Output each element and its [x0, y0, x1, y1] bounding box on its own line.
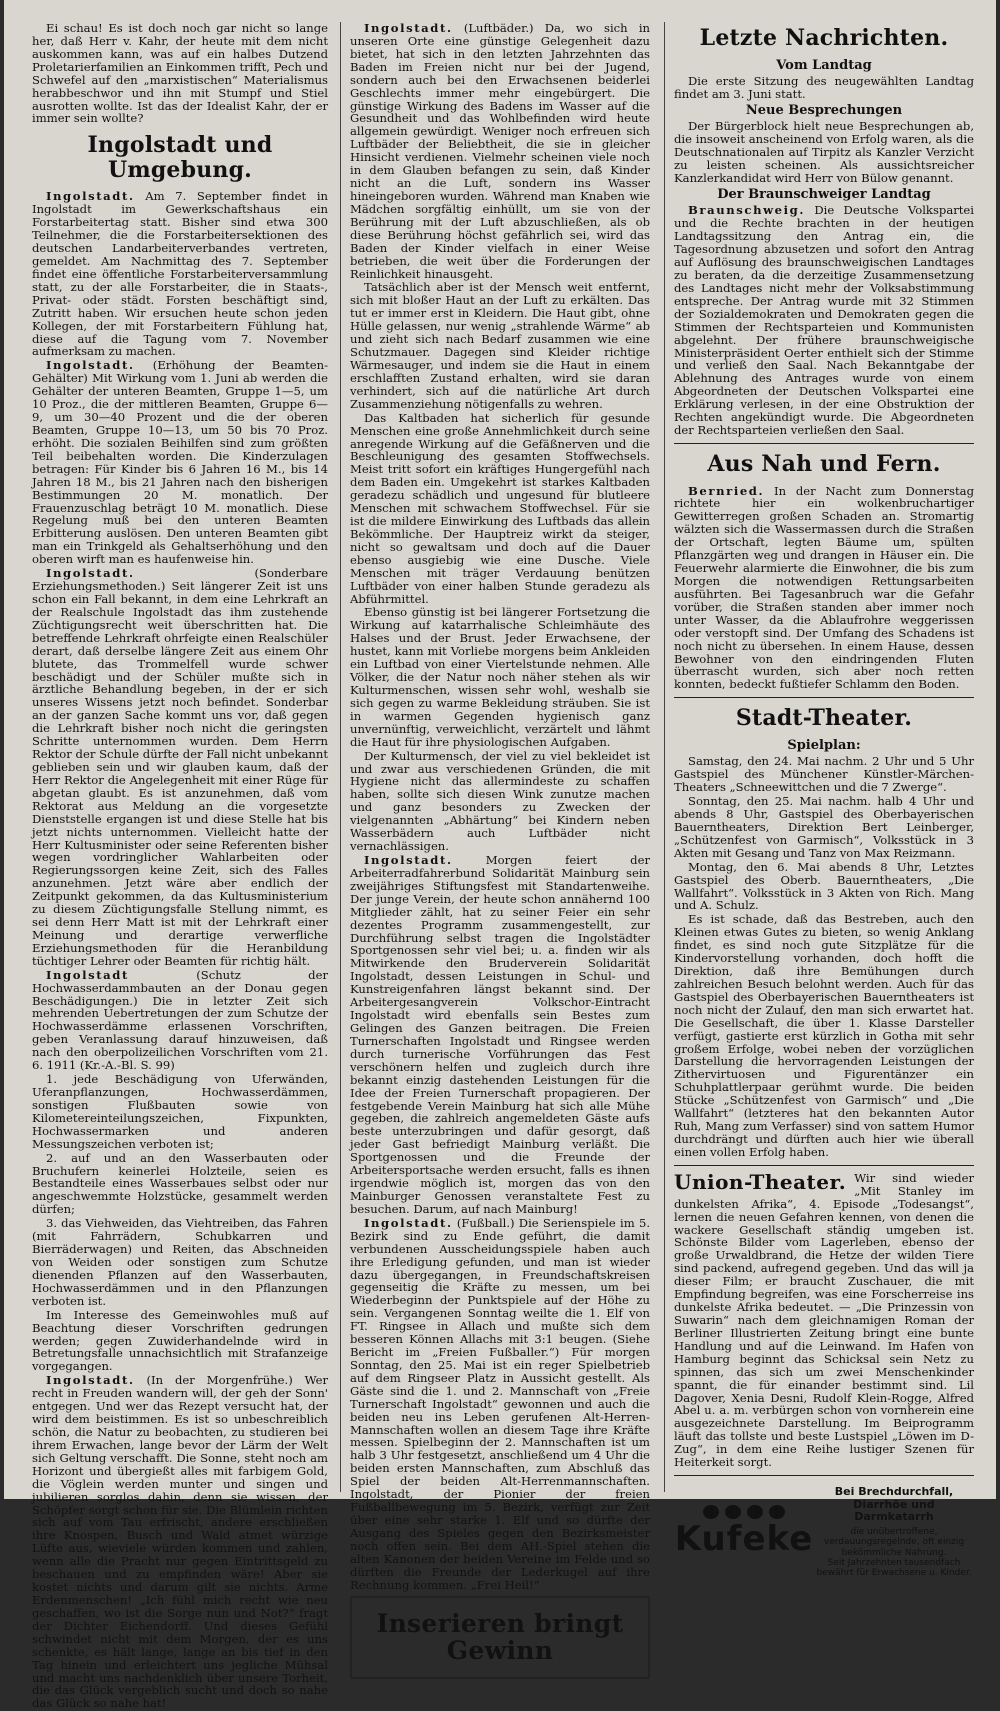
kufeke-advertisement	[674, 1486, 974, 1579]
article-text: (Schutz der Hochwasserdammbauten an der Donau gegen Beschädigungen.) Die in letzter Zeit sich mehrenden Uebertretungen der zum Schutze der Hochwasserdämme erlassenen Vorschriften, geben Veranlassung darauf hinzuweisen, daß nach den oberpolizeilichen Vorschriften vom 21. 6. 1911 (Kr.-A.-Bl. S. 99)	[32, 967, 328, 1073]
article-paragraph	[674, 485, 974, 692]
article-paragraph	[350, 1217, 650, 1592]
article-paragraph: Tatsächlich aber ist der Mensch weit entfernt, sich mit bloßer Haut an der Luft zu erkälten. Das tut er immer erst in Kleidern. Die Haut gibt, ohne Hülle gelassen, nur wenig „strahlende Wärme“ ab und zieht sich nach Bedarf zusammen wie eine Schutzmauer. Dagegen sind Kleider richtige Wärmesauger, und indem sie die Haut in einem erschlafften Zustand erhalten, wird sie daran verhindert, sich auf die natürliche Art durch Zusammenziehung nötigenfalls zu wehren.	[350, 280, 650, 411]
program-item: Montag, den 6. Mai abends 8 Uhr, Letztes Gastspiel des Oberb. Bauerntheaters, „Die Wallfahrt“. Volksstück in 3 Akten von Rich. Mang und A. Schulz.	[674, 859, 974, 913]
article-paragraph	[32, 969, 328, 1072]
kufeke-logo	[674, 1505, 814, 1559]
kufeke-tagline: Bei Brechdurchfall, Diarrhöe und Darmkatarrh	[834, 1485, 954, 1524]
subsection-title: Vom Landtag	[776, 57, 872, 73]
article-text: Am 7. September findet in Ingolstadt im Gewerkschaftshaus ein Forstarbeitertag statt. Bisher sind etwa 300 Teilnehmer, die die Forstarbeitersektionen des deutschen Landarbeiterverbandes vertreten, gemeldet. Am Nachmittag des 7. September findet eine öffentliche Forstarbeiterversammlung statt, zu der alle Forstarbeiter, die in Staats-, Privat- oder städt. Forsten beschäftigt sind, Zutritt haben. Wir ersuchen heute schon jeden Kollegen, der mit Forstarbeitern Fühlung hat, diese auf die Tagung vom 7. November aufmerksam zu machen.	[32, 189, 328, 359]
column-middle	[350, 22, 650, 1683]
article-text: In der Nacht zum Donnerstag richtete hier ein wolkenbruchartiger Gewitterregen großen Schaden an. Stromartig wälzten sich die Wassermassen durch die Straßen der Ortschaft, legten Bäume um, spülten Pflanzgärten weg und drangen in Häuser ein. Die Feuerwehr alarmierte die Einwohner, die bis zum Morgen die notwendigen Rettungsarbeiten ausführten. Bei Tagesanbruch war die Gefahr vorüber, die Straßen standen aber immer noch unter Wasser, da die Ablaufrohre weggerissen oder verstopft sind. Der Umfang des Schadens ist noch nicht zu übersehen. In einem Hause, dessen Bewohner von den eindringenden Fluten überrascht wurden, sich aber noch retten konnten, bedeckt fußtiefer Schlamm den Boden.	[674, 483, 974, 692]
article-text: Wir sind wieder „Mit Stanley im dunkelsten Afrika“, 4. Episode „Todesangst“, lernen die neuen Gefahren kennen, von denen die wackere Gesellschaft ständig umgeben ist. Schönste Bilder vom Lagerleben, ebenso der große Urwaldbrand, die Hetze der wilden Tiere sind packend, aufregend gegeben. Und das will ja dieser Film; er braucht Zuschauer, die mit Empfindung begreifen, was eine Forscherreise ins dunkelste Afrika bedeutet. — „Die Prinzessin von Suwarin“ nach dem gleichnamigen Roman der Berliner Illustrierten Zeitung bringt eine bunte Handlung und auf die Leinwand. Im Hafen von Hamburg beginnt das Schicksal sein Netz zu spinnen, das sich um zwei Menschenkinder spannt, die für einander bestimmt sind. Lil Dagover, Xenia Desni, Rudolf Klein-Rogge, Alfred Abel u. a. m. verbürgen schon von vornherein eine ausgezeichnete Darstellung. Im Beiprogramm läuft das tollste und beste Lustspiel „Löwen im D-Zug“, in dem eine Reihe lustiger Szenen für Heiterkeit sorgt.	[674, 1170, 974, 1470]
article-text: Morgen feiert der Arbeiterradfahrerbund Solidarität Mainburg sein zweijähriges Stiftungsfest mit Standartenweihe. Der junge Verein, der heute schon annähernd 100 Mitglieder zählt, hat zu seiner Feier ein sehr dezentes Programm zusammengestellt, zur Durchführung selbst tragen die Ingolstädter Sportgenossen sehr viel bei; u. a. finden wir als Mitwirkende den Bruderverein Solidarität Ingolstadt, dessen Leistungen in Schul- und Kunstreigenfahren längst bekannt sind. Der Arbeitergesangverein Volkschor-Eintracht Ingolstadt wird ebenfalls sein Bestes zum Gelingen des Ganzen beitragen. Die Freien Turnerschaften Ingolstadt und Ringsee werden durch turnerische Vorführungen das Fest verschönern helfen und zugleich durch ihre bekannt einzig dastehenden Leistungen für die Idee der Freien Turnerschaft propagieren. Der festgebende Verein Mainburg hat sich alle Mühe gegeben, die zahlreich angemeldeten Gäste aufs beste unterzubringen und dafür gesorgt, daß jeder Gast befriedigt Mainburg verläßt. Die Sportgenossen und die Freunde der Arbeitersportsache werden ersucht, falls es ihnen irgendwie möglich ist, morgen das von den Mainburger Genossen veranstaltete Fest zu besuchen. Darum, auf nach Mainburg!	[350, 853, 650, 1216]
section-rule	[674, 443, 974, 444]
section-rule	[674, 1165, 974, 1166]
regulation-item: 3. das Viehweiden, das Viehtreiben, das Fahren (mit Fahrrädern, Schubkarren und Bierräderwagen) und Reiten, das Abschneiden von Weiden oder sonstigen zum Schutze dienenden Pflanzen auf den Wasserbauten, Hochwasserdämmen und in den Pflanzungen verboten ist.	[32, 1216, 328, 1308]
dateline: Ingolstadt.	[46, 189, 135, 204]
article-paragraph: Das Kaltbaden hat sicherlich für gesunde Menschen eine große Annehmlichkeit durch seine anregende Wirkung auf die Gefäßnerven und die Beschleunigung des gesamten Stoffwechsels. Meist tritt sofort ein kräftiges Hungergefühl nach dem Baden ein. Umgekehrt ist starkes Kaltbaden geradezu schädlich und ungesund für blutleere Menschen mit schwachem Stoffwechsel. Für sie ist die mildere Einwirkung des Luftbads das allein Bekömmliche. Der Hauptreiz wirkt da steiger, nicht so gewaltsam und doch auf die Dauer ebenso ausgiebig wie eine Dusche. Viele Menschen mit träger Verdauung benützen Luftbäder von einer halben Stunde geradezu als Abführmittel.	[350, 410, 650, 606]
article-paragraph: Im Interesse des Gemeinwohles muß auf Beachtung dieser Vorschriften gedrungen werden; gegen Zuwiderhandelnde wird in Betretungsfalle unnachsichtlich mit Strafanzeige vorgegangen.	[32, 1307, 328, 1374]
subsection-title: Spielplan:	[787, 737, 861, 753]
article-paragraph: Der Bürgerblock hielt neue Besprechungen ab, die insoweit anscheinend von Erfolg waren, als die Deutschnationalen auf Tirpitz als Kanzler Verzicht zu leisten scheinen. Als aussichtsreicher Kanzlerkandidat wird Herr von Bülow genannt.	[674, 119, 974, 186]
article-text: (Erhöhung der Beamten-Gehälter) Mit Wirkung vom 1. Juni ab werden die Gehälter der unteren Beamten, Gruppe 1—5, um 10 Proz., die der mittleren Beamten, Gruppe 6—9, um 30—40 Prozent und die der oberen Beamten, Gruppe 10—13, um 50 bis 70 Proz. erhöht. Die sozialen Beihilfen sind zum größten Teil beibehalten worden. Die Kinderzulagen betragen: Für Kinder bis 6 Jahren 16 M., bis 14 Jahren 18 M., bis 21 Jahren nach den bisherigen Bestimmungen 20 M. monatlich. Der Frauenzuschlag beträgt 10 M. monatlich. Diese Regelung muß bei den unteren Beamten Erbitterung auslösen. Den unteren Beamten gibt man ein Trinkgeld als Gehaltserhöhung und den oberen wirft man es haufenweise hin.	[32, 358, 329, 567]
article-paragraph: Der Kulturmensch, der viel zu viel bekleidet ist und zwar aus verschiedenen Gründen, die mit Hygiene nicht das allermindeste zu schaffen haben, sollte sich diesen Wink zunutze machen und ganz besonders zu Zwecken der vielgenannten „Abhärtung“ bei Kindern neben Wasserbädern auch Luftbäder nicht vernachlässigen.	[350, 748, 650, 854]
dateline: Ingolstadt.	[364, 21, 453, 35]
article-paragraph	[32, 1374, 328, 1710]
article-paragraph	[350, 22, 650, 280]
column-divider	[664, 22, 665, 1492]
dateline: Ingolstadt.	[46, 358, 135, 373]
article-paragraph	[674, 204, 974, 437]
section-heading: Stadt-Theater.	[735, 705, 913, 732]
column-right	[674, 22, 974, 1579]
article-paragraph	[674, 1169, 974, 1470]
article-text: (Luftbäder.) Da, wo sich in unseren Orte eine günstige Gelegenheit dazu bietet, hat sich in den letzten Jahrzehnten das Baden im Freien nicht nur bei der Jugend, sondern auch bei den Erwachsenen beiderlei Geschlechts immer mehr eingebürgert. Die günstige Wirkung des Badens im Wasser auf die Gesundheit und das Wohlbefinden wird heute allgemein gewürdigt. Weniger noch erfreuen sich Luftbäder der Beliebtheit, die sie in gleicher Hinsicht verdienen. Vielmehr scheinen viele noch in dem Glauben befangen zu sein, daß Kinder nicht an die Luft, sondern ins Wasser hineingeboren wurden. Während man Knaben wie Mädchen sorgfältig einhüllt, um sie von der Berührung mit der Luft abzuschließen, als ob diese Berührung höchst gefährlich sei, wird das Baden der Kinder vielfach in einer Weise betrieben, die weit über die Forderungen der Reinlichkeit hinausgeht.	[350, 21, 650, 281]
article-paragraph	[350, 854, 650, 1216]
subsection-title: Neue Besprechungen	[745, 102, 903, 118]
section-heading: Letzte Nachrichten.	[699, 25, 949, 51]
regulation-item: 1. jede Beschädigung von Uferwänden, Uferanpflanzungen, Hochwasserdämmen, sonstigen Flußbauten sowie von Kilometereinteilungszeichen, Fixpunkten, Hochwassermarken und anderen Messungszeichen verboten ist;	[32, 1072, 328, 1151]
section-rule	[674, 697, 974, 698]
advertisement-box	[350, 1596, 650, 1680]
dateline: Ingolstadt.	[46, 1373, 135, 1388]
article-text: (Sonderbare Erziehungsmethoden.) Seit längerer Zeit ist uns schon ein Fall bekannt, in dem eine Lehrkraft an der Realschule Ingolstadt das ihm zustehende Züchtigungsrecht weit überschritten hat. Die betreffende Lehrkraft ohrfeigte einen Realschüler derart, daß derselbe längere Zeit aus einem Ohr blutete, das Trommelfell wurde schwer beschädigt und der Schüler mußte sich in ärztliche Behandlung begeben, in der er sich unseres Wissens jetzt noch befindet. Sonderbar an der ganzen Sache kommt uns vor, daß gegen die Lehrkraft bisher noch nicht die geringsten Schritte unternommen wurden. Dem Herrn Rektor der Schule dürfte der Fall nicht unbekannt geblieben sein und wir glauben kaum, daß der Herr Rektor die Angelegenheit mit einer Rüge für abgetan glaubt. Es ist anzunehmen, daß vom Rektorat aus Meldung an die vorgesetzte Dienststelle ergangen ist und diese Stelle hat bis jetzt nichts unternommen. Vielleicht hatte der Herr Kultusminister oder seine Referenten bisher wegen vordringlicher Wahlarbeiten oder Regierungssorgen keine Zeit, sich des Falles anzunehmen. Jetzt wäre aber endlich der Zeitpunkt gekommen, da das Kultusministerium zu diesem Züchtigungsfalle Stellung nimmt, es sei denn Herr Matt ist mit der Lehrkraft einer Meinung und derartige verwerfliche Erziehungsmethoden für die Heranbildung tüchtiger Lehrer oder Beamten für richtig hält.	[32, 566, 328, 968]
article-paragraph: Ebenso günstig ist bei längerer Fortsetzung die Wirkung auf katarrhalische Schleimhäute des Halses und der Brust. Jeder Erwachsene, der hustet, kann mit Vorliebe morgens beim Ankleiden ein Luftbad von einer Viertelstunde nehmen. Alle Völker, die der Natur noch näher stehen als wir Kulturmenschen, wissen sehr wohl, weshalb sie sich gegen zu warme Bekleidung sträuben. Sie ist in warmen Gegenden hygienisch ganz unvernünftig, verweichlicht, verzärtelt und lähmt die Haut für ihre physiologischen Aufgaben.	[350, 605, 650, 749]
dateline: Ingolstadt.	[364, 1215, 453, 1230]
kufeke-text: die unübertroffene, verdauungsregelnde, oft einzig bekömmliche Nahrung.	[823, 1526, 965, 1558]
section-heading: Ingolstadt und Umgebung.	[87, 132, 273, 183]
article-paragraph	[32, 359, 328, 566]
article-text: (Fußball.) Die Serienspiele im 5. Bezirk sind zu Ende geführt, die damit verbundenen Ausscheidungsspiele haben auch ihre Erledigung gefunden, und man ist wieder dazu übergegangen, in Freundschaftskreisen gegenseitig die Kräfte zu messen, um bei Wiederbeginn der Punktspiele auf der Höhe zu sein. Vergangenen Sonntag weilte die 1. Elf von FT. Ringsee in Allach und mußte sich dem besseren Können Allachs mit 3:1 beugen. (Siehe Bericht im „Freien Fußballer.“) Für morgen Sonntag, den 25. Mai ist ein reger Spielbetrieb auf dem Ringseer Platz in Aussicht gestellt. Als Gäste sind die 1. und 2. Mannschaft von „Freie Turnerschaft Ingolstadt“ gewonnen und auch die beiden neu ins Leben gerufenen Alt-Herren-Mannschaften wollen an diesem Tage ihre Kräfte messen. Spielbeginn der 2. Mannschaften ist um halb 3 Uhr festgesetzt, anschließend um 4 Uhr die beiden ersten Mannschaften, zum Abschluß das Spiel der beiden Alt-Herrenmannschaften. Ingolstadt, der Pionier der freien Fußballbewegung im 5. Bezirk, verfügt zur Zeit über eine sehr starke 1. Elf und so dürfte der Ausgang des Spieles gegen den Bezirksmeister noch offen sein. Bei dem AH.-Spiel stehen die alten Kanonen der beiden Vereine im Felde und so dürften die Freunde der Lederkugel auf ihre Rechnung kommen. „Frei Heil!“	[350, 1215, 650, 1592]
union-theater-title: Union-Theater.	[674, 1169, 847, 1194]
kufeke-copy	[814, 1486, 974, 1579]
dots-ornament-icon	[674, 1505, 814, 1519]
intro-paragraph: Ei schau! Es ist doch noch gar nicht so lange her, daß Herr v. Kahr, der heute mit dem nicht auskommen kann, was auf ein halbes Dutzend Proletarierfamilien an Einkommen trifft, Pech und Schwefel auf den „marxistischen“ Materialismus herabbeschwor und ihn mit Stumpf und Stiel ausrotten wollte. Ist das der Idealist Kahr, der er immer sein wollte?	[32, 21, 328, 126]
article-paragraph: Die erste Sitzung des neugewählten Landtag findet am 3. Juni statt.	[674, 74, 974, 101]
dateline: Ingolstadt.	[46, 566, 135, 581]
article-paragraph: Es ist schade, daß das Bestreben, auch den Kleinen etwas Gutes zu bieten, so wenig Anklang findet, es sind noch gute Sitzplätze für die Kindervorstellung vorhanden, doch hofft die Direktion, daß ihre Bemühungen durch zahlreichen Besuch belohnt werden. Auch für das Gastspiel des Oberbayerischen Bauerntheaters ist noch nicht der Zulauf, den man sich erwartet hat. Die Gesellschaft, die über 1. Klasse Darsteller verfügt, gastierte erst kürzlich in Gotha mit sehr großem Erfolge, wobei neben der vorzüglichen Darstellung die hervorragenden Leistungen der Zithervirtuosen und Figurentänzer ein Schuhplattlerpaar gerühmt wurde. Die beiden Stücke „Schützenfest von Garmisch“ und „Die Wallfahrt“ (letzteres hat den bekannten Autor Ruh, Mang zum Verfasser) sind von sattem Humor durchdrängt und dürften auch hier wie überall einen vollen Erfolg haben.	[674, 912, 974, 1159]
advertisement-slogan: Inserieren bringt Gewinn	[376, 1608, 624, 1666]
section-heading: Aus Nah und Fern.	[707, 451, 941, 478]
column-divider	[340, 22, 341, 1492]
newspaper-page	[4, 0, 996, 1711]
article-paragraph	[32, 190, 328, 358]
article-paragraph	[32, 567, 328, 968]
dateline: Ingolstadt	[46, 967, 129, 982]
dateline: Bernried.	[688, 483, 765, 498]
dateline: Braunschweig.	[688, 203, 805, 218]
article-text: Die Deutsche Volkspartei und die Rechte brachten in der heutigen Landtagssitzung den Antrag ein, die Tagesordnung abzusetzen und sofort den Antrag auf Auflösung des braunschweigischen Landtages zu beraten, da die derzeitige Zusammensetzung des Landtages nicht mehr der Volksabstimmung entspreche. Der Antrag wurde mit 32 Stimmen der Sozialdemokraten und Demokraten gegen die Stimmen der Rechtsparteien und Kommunisten abgelehnt. Der frühere braunschweigische Ministerpräsident Oerter enthielt sich der Stimme und verließ den Saal. Nach Bekanntgabe der Ablehnung des Antrages wurde von einem Abgeordneten der Deutschen Volkspartei eine Erklärung verlesen, in der eine Obstruktion der Rechten angekündigt wurde. Die Abgeordneten der Rechtsparteien verließen den Saal.	[674, 203, 974, 438]
column-left	[32, 22, 328, 1711]
regulation-item: 2. auf und an den Wasserbauten oder Bruchufern keinerlei Holzteile, seien es Bestandteile eines Wasserbaues selbst oder nur angeschwemmte Holzstücke, gesammelt werden dürfen;	[32, 1150, 328, 1217]
dateline: Ingolstadt.	[364, 853, 453, 867]
subsection-title: Der Braunschweiger Landtag	[717, 186, 931, 202]
kufeke-brand: Kufeke	[674, 1519, 814, 1560]
kufeke-text: Seit Jahrzehnten tausendfach bewährt für Erwachsene u. Kinder.	[816, 1558, 972, 1579]
program-item: Sonntag, den 25. Mai nachm. halb 4 Uhr und abends 8 Uhr, Gastspiel des Oberbayerischen Bauerntheaters, Direktion Bert Leinberger, „Schützenfest von Garmisch“, Volksstück in 3 Akten mit Gesang und Tanz von Max Reizmann.	[674, 794, 974, 860]
article-text: (In der Morgenfrühe.) Wer recht in Freuden wandern will, der geh der Sonn' entgegen. Und wer das Rezept versucht hat, der wird dem beistimmen. Es ist so unbeschreiblich schön, die Natur zu beobachten, zu studieren bei ihrem Erwachen, lange bevor der Lärm der Welt sich Geltung verschafft. Die Sonne, steht noch am Horizont und übergießt alles mit farbigem Gold, die Vöglein werden munter und singen und jubilieren sorglos dahin, denn sie wissen, der Schöpfer sorgt schon für sie. Die Blümlein richten sich auf vom Tau erfrischt, andere erschließen ihre Knospen, Busch und Wald atmet würzige Lüfte aus, wieviele würden kommen und zahlen, wenn alle die Pracht nur gegen Eintrittsgeld zu beschauen und zu empfinden wäre! Aber sie kostet nichts und darum gilt sie nichts. Arme Erdenmenschen! „Ich fühl mich recht wie neu geschaffen, wo ist die Sorge nun und Not?“ fragt der Dichter Eichendorff. Und dieses Gefühl schwindet nicht mit dem Morgen, der es uns schenkte, es hält lange, lange an bis tief in den Tag hinein und erleichtert uns jegliche Mühsal und macht uns nachdenklich über unsere Torheit, die das Glück vergeblich sucht und doch so nahe das Glück so nahe hat!	[32, 1373, 328, 1711]
section-rule	[674, 1475, 974, 1476]
program-item: Samstag, den 24. Mai nachm. 2 Uhr und 5 Uhr Gastspiel des Münchener Künstler-Märchen-Theaters „Schneewittchen und die 7 Zwerge“.	[674, 754, 974, 795]
